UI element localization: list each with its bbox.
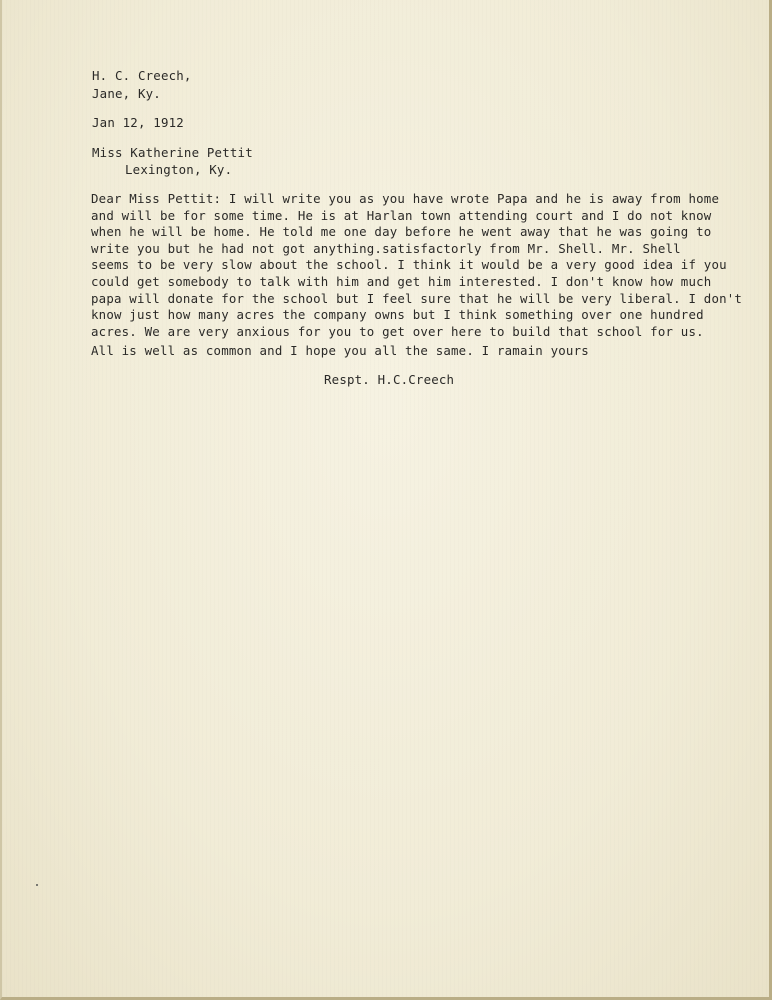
- closing-text: All is well as common and I hope you all the same. I ramain yours: [91, 343, 589, 358]
- sender-place: Jane, Ky.: [92, 86, 161, 101]
- body-line: papa will donate for the school but I feel sure that he will be very liberal. I don't: [91, 290, 743, 306]
- body-line: could get somebody to talk with him and get him interested. I don't know how much: [91, 273, 712, 289]
- body-line: seems to be very slow about the school. I think it would be a very good idea if you: [91, 257, 727, 273]
- signature: Respt. H.C.Creech: [324, 372, 455, 387]
- recipient-name: Miss Katherine Pettit: [92, 145, 253, 160]
- recipient-city: Lexington, Ky.: [125, 162, 233, 177]
- letter-date: Jan 12, 1912: [92, 115, 184, 130]
- sender-name: H. C. Creech,: [92, 68, 192, 83]
- letter-body: [91, 191, 751, 340]
- body-line: Dear Miss Pettit: I will write you as you have wrote Papa and he is away from home: [91, 191, 720, 206]
- body-line: and will be for some time. He is at Harlan town attending court and I do not know: [91, 207, 712, 223]
- body-line: write you but he had not got anything.satisfactorly from Mr. Shell. Mr. Shell: [91, 240, 681, 256]
- paper-speck: [36, 884, 38, 886]
- body-line: acres. We are very anxious for you to get over here to build that school for us.: [91, 323, 704, 339]
- body-line: know just how many acres the company owns but I think something over one hundred: [91, 307, 704, 323]
- body-line: when he will be home. He told me one day before he went away that he was going to: [91, 224, 712, 240]
